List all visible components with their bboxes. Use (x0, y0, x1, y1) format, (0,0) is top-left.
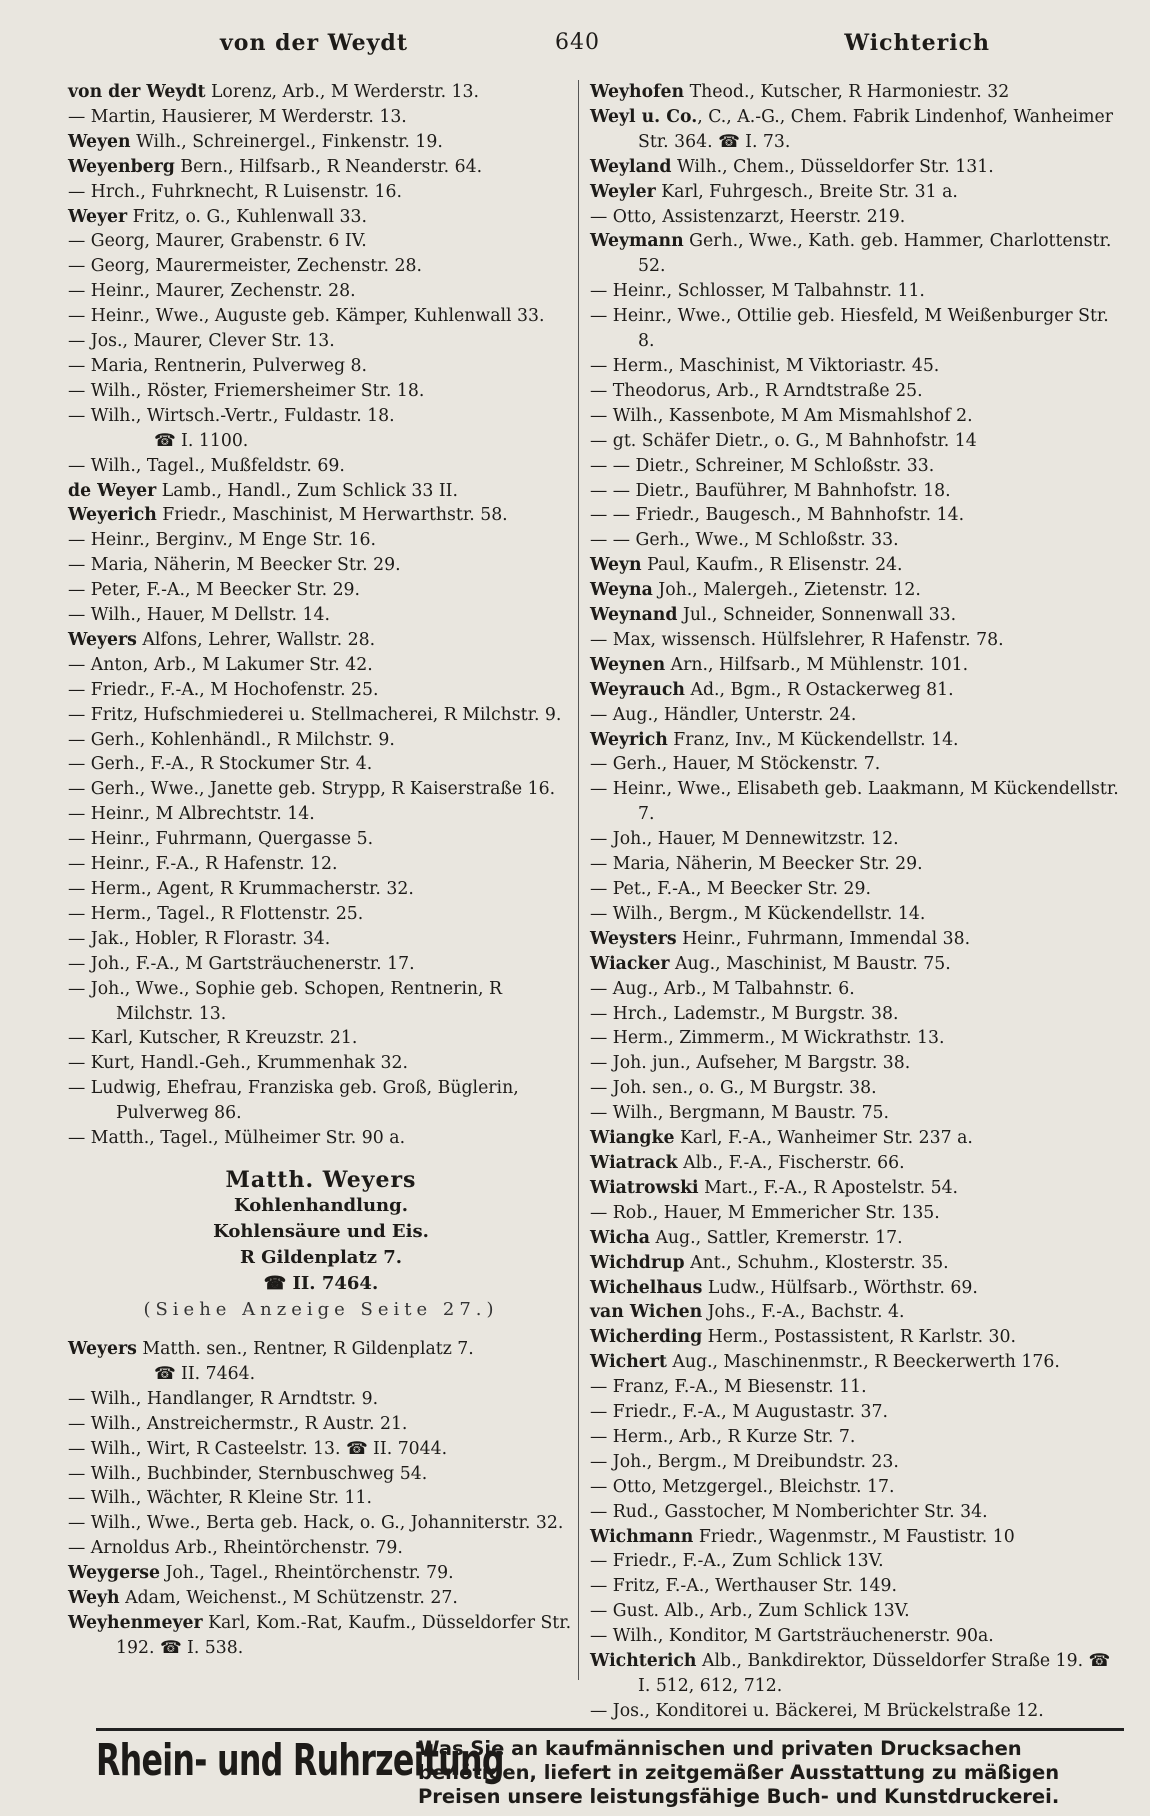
directory-entry (590, 1574, 1120, 1599)
directory-entry (590, 1450, 1120, 1475)
directory-entry (68, 1051, 574, 1076)
entry-details: Arn., Hilfsarb., M Mühlenstr. 101. (665, 654, 969, 675)
directory-entry (590, 902, 1120, 927)
entry-details: Franz, Inv., M Kückendellstr. 14. (667, 729, 959, 750)
entry-details: — — Gerh., Wwe., M Schloßstr. 33. (590, 530, 899, 551)
directory-entry (68, 977, 574, 1027)
directory-entry (590, 1325, 1120, 1350)
entry-details: — Heinr., Berginv., M Enge Str. 16. (68, 530, 376, 551)
entry-details: — Joh. sen., o. G., M Burgstr. 38. (590, 1078, 877, 1099)
entry-details: — Herm., Maschinist, M Viktoriastr. 45. (590, 355, 940, 376)
entry-surname: Wicherding (590, 1327, 703, 1348)
directory-entry (68, 1611, 574, 1661)
entry-surname: Wichelhaus (590, 1277, 703, 1298)
entry-details: — Joh. jun., Aufseher, M Bargstr. 38. (590, 1053, 911, 1074)
directory-entry (590, 1350, 1120, 1375)
directory-entry (590, 1599, 1120, 1624)
directory-entry (590, 1026, 1120, 1051)
left-entry-list-2 (68, 1337, 574, 1661)
directory-entry (68, 628, 574, 653)
entry-details: — Gerh., Hauer, M Stöckenstr. 7. (590, 754, 881, 775)
ad-line-1: Kohlenhandlung. (233, 1194, 408, 1216)
directory-entry (68, 503, 574, 528)
directory-entry (68, 304, 574, 329)
entry-details: Bern., Hilfsarb., R Neanderstr. 64. (174, 156, 483, 177)
entry-details: — gt. Schäfer Dietr., o. G., M Bahnhofstr. 14 (590, 430, 977, 451)
entry-surname: Weyl u. Co. (590, 106, 698, 127)
entry-details: — Gerh., Wwe., Janette geb. Strypp, R Kaiserstraße 16. (68, 779, 556, 800)
entry-details: Lamb., Handl., Zum Schlick 33 II. (156, 480, 458, 501)
directory-entry (68, 1586, 574, 1611)
entry-details: — Anton, Arb., M Lakumer Str. 42. (68, 654, 373, 675)
entry-details: — Wilh., Bergmann, M Baustr. 75. (590, 1103, 890, 1124)
directory-entry (68, 902, 574, 927)
entry-details: — Wilh., Hauer, M Dellstr. 14. (68, 605, 330, 626)
entry-details: — Ludwig, Ehefrau, Franziska geb. Groß, Büglerin, Pulverweg 86. (68, 1078, 519, 1124)
entry-details: Karl, Fuhrgesch., Breite Str. 31 a. (655, 181, 958, 202)
entry-surname: Weyrauch (590, 679, 685, 700)
entry-details: — Maria, Rentnerin, Pulverweg 8. (68, 355, 368, 376)
entry-details: — Karl, Kutscher, R Kreuzstr. 21. (68, 1028, 358, 1049)
directory-entry (590, 404, 1120, 429)
entry-details: — Aug., Händler, Unterstr. 24. (590, 704, 857, 725)
entry-details: — Georg, Maurer, Grabenstr. 6 IV. (68, 231, 367, 252)
directory-entry (590, 1151, 1120, 1176)
entry-details: — Peter, F.-A., M Beecker Str. 29. (68, 580, 361, 601)
directory-entry (68, 105, 574, 130)
directory-entry (68, 1536, 574, 1561)
page-header (90, 30, 1090, 66)
directory-entry (590, 603, 1120, 628)
directory-entry (590, 1251, 1120, 1276)
entry-details: — Arnoldus Arb., Rheintörchenstr. 79. (68, 1538, 403, 1559)
entry-surname: Weynen (590, 654, 666, 675)
entry-surname: Wichert (590, 1352, 667, 1373)
entry-details: Matth. sen., Rentner, R Gildenplatz 7. (136, 1338, 474, 1359)
ad-line-3: R Gildenplatz 7. (239, 1246, 403, 1268)
directory-entry (590, 553, 1120, 578)
entry-details: — Heinr., Schlosser, M Talbahnstr. 11. (590, 281, 925, 302)
directory-entry (590, 1649, 1120, 1699)
entry-details: — — Friedr., Baugesch., M Bahnhofstr. 14. (590, 505, 965, 526)
entry-surname: Weynand (590, 605, 678, 626)
directory-entry (68, 429, 574, 454)
directory-entry (590, 1549, 1120, 1574)
directory-entry (590, 304, 1120, 354)
entry-details: — Jos., Maurer, Clever Str. 13. (68, 331, 335, 352)
entry-surname: Wiatrack (590, 1152, 678, 1173)
ad-line-4: ☎ II. 7464. (263, 1272, 379, 1294)
directory-entry (68, 254, 574, 279)
directory-entry (590, 1176, 1120, 1201)
ad-line-2: Kohlensäure und Eis. (213, 1220, 429, 1242)
entry-surname: Weyers (68, 629, 137, 650)
directory-entry (68, 279, 574, 304)
directory-entry (68, 852, 574, 877)
entry-details: Karl, F.-A., Wanheimer Str. 237 a. (674, 1128, 973, 1149)
entry-details: — Hrch., Lademstr., M Burgstr. 38. (590, 1003, 899, 1024)
directory-entry (590, 678, 1120, 703)
directory-entry (68, 1026, 574, 1051)
page-number: 640 (555, 30, 600, 55)
right-entry-list (590, 80, 1120, 1724)
directory-entry (590, 703, 1120, 728)
entry-details: — Wilh., Tagel., Mußfeldstr. 69. (68, 455, 345, 476)
entry-surname: von der Weydt (68, 82, 206, 102)
entry-surname: Weyland (590, 156, 672, 177)
directory-entry (590, 80, 1120, 105)
entry-details: — Jos., Konditorei u. Bäckerei, M Brückelstraße 12. (590, 1700, 1044, 1721)
entry-surname: Weymann (590, 231, 684, 252)
directory-entry (590, 1126, 1120, 1151)
entry-surname: Wiangke (590, 1128, 675, 1149)
entry-details: Friedr., Maschinist, M Herwarthstr. 58. (156, 505, 508, 526)
entry-details: — Fritz, F.-A., Werthauser Str. 149. (590, 1576, 897, 1597)
directory-entry (590, 1425, 1120, 1450)
directory-entry (590, 105, 1120, 155)
directory-entry (590, 1076, 1120, 1101)
entry-details: Joh., Tagel., Rheintörchenstr. 79. (159, 1563, 454, 1584)
entry-details: — Franz, F.-A., M Biesenstr. 11. (590, 1377, 867, 1398)
entry-details: — Friedr., F.-A., M Augustastr. 37. (590, 1402, 889, 1423)
entry-surname: Weyenberg (68, 156, 175, 177)
directory-entry (590, 852, 1120, 877)
entry-details: — Herm., Agent, R Krummacherstr. 32. (68, 879, 414, 899)
ad-note: (Siehe Anzeige Seite 27.) (143, 1298, 499, 1320)
entry-surname: Weyen (68, 131, 131, 152)
directory-entry (68, 479, 574, 504)
entry-details: — Gerh., Kohlenhändl., R Milchstr. 9. (68, 729, 395, 750)
directory-entry (68, 827, 574, 852)
directory-entry (68, 952, 574, 977)
entry-details: Joh., Malergeh., Zietenstr. 12. (652, 580, 921, 601)
entry-details: Ludw., Hülfsarb., Wörthstr. 69. (702, 1277, 978, 1298)
directory-entry (68, 877, 574, 902)
directory-entry (590, 777, 1120, 827)
footer-brand: Rhein- und Ruhrzeitung (96, 1735, 504, 1786)
entry-details: — Wilh., Wwe., Berta geb. Hack, o. G., Johanniterstr. 32. (68, 1513, 564, 1534)
entry-details: — Pet., F.-A., M Beecker Str. 29. (590, 879, 871, 899)
entry-details: — Wilh., Konditor, M Gartsträuchenerstr. 90a. (590, 1626, 994, 1647)
entry-details: — — Dietr., Schreiner, M Schloßstr. 33. (590, 455, 935, 476)
directory-entry (68, 130, 574, 155)
entry-details: Ad., Bgm., R Ostackerweg 81. (685, 679, 954, 700)
directory-entry (68, 728, 574, 753)
entry-details: — Wilh., Röster, Friemersheimer Str. 18. (68, 380, 425, 401)
directory-entry (590, 1624, 1120, 1649)
entry-details: — Heinr., Wwe., Auguste geb. Kämper, Kuhlenwall 33. (68, 306, 545, 327)
directory-entry (68, 1126, 574, 1151)
entry-surname: Weyhofen (590, 82, 685, 102)
directory-entry (590, 354, 1120, 379)
entry-details: Aug., Sattler, Kremerstr. 17. (649, 1227, 903, 1248)
entry-details: Aug., Maschinist, M Baustr. 75. (669, 953, 951, 974)
entry-details: Fritz, o. G., Kuhlenwall 33. (127, 206, 368, 227)
header-right-term: Wichterich (844, 30, 990, 56)
directory-entry (590, 977, 1120, 1002)
directory-entry (68, 1561, 574, 1586)
directory-entry (68, 802, 574, 827)
directory-entry (68, 927, 574, 952)
directory-entry (590, 877, 1120, 902)
entry-details: , C., A.-G., Chem. Fabrik Lindenhof, Wanheimer Str. 364. ☎ I. 73. (638, 106, 1113, 152)
entry-details: — Wilh., Wirt, R Casteelstr. 13. ☎ II. 7044. (68, 1438, 448, 1459)
directory-entry (590, 279, 1120, 304)
entry-details: — Wilh., Bergm., M Kückendellstr. 14. (590, 903, 926, 924)
directory-entry (590, 429, 1120, 454)
directory-entry (68, 1362, 574, 1387)
directory-entry (68, 578, 574, 603)
entry-details: — Joh., Hauer, M Dennewitzstr. 12. (590, 829, 899, 850)
entry-details: — Gust. Alb., Arb., Zum Schlick 13V. (590, 1601, 910, 1622)
directory-entry (590, 827, 1120, 852)
directory-entry (68, 553, 574, 578)
directory-entry (68, 329, 574, 354)
directory-entry (68, 205, 574, 230)
entry-details: — Jak., Hobler, R Florastr. 34. (68, 928, 331, 949)
entry-details: Herm., Postassistent, R Karlstr. 30. (702, 1327, 1017, 1348)
directory-entry (68, 155, 574, 180)
entry-details: — Maria, Näherin, M Beecker Str. 29. (590, 854, 923, 875)
left-entry-list (68, 80, 574, 1151)
directory-entry (68, 1511, 574, 1536)
entry-details: — Kurt, Handl.-Geh., Krummenhak 32. (68, 1053, 409, 1074)
directory-entry (68, 1076, 574, 1126)
directory-entry (590, 1226, 1120, 1251)
entry-surname: van Wichen (590, 1302, 703, 1323)
entry-details: Alb., Bankdirektor, Düsseldorfer Straße 19. ☎ I. 512, 612, 712. (638, 1651, 1111, 1696)
entry-details: Karl, Kom.-Rat, Kaufm., Düsseldorfer Str. 192. ☎ I. 538. (116, 1612, 572, 1658)
entry-details: ☎ I. 1100. (154, 430, 249, 451)
entry-details: — Herm., Tagel., R Flottenstr. 25. (68, 903, 364, 924)
entry-surname: Weyrich (590, 729, 668, 750)
entry-details: Paul, Kaufm., R Elisenstr. 24. (641, 555, 903, 576)
entry-surname: Wiatrowski (590, 1177, 699, 1198)
entry-details: — Fritz, Hufschmiederei u. Stellmacherei, R Milchstr. 9. (68, 704, 562, 725)
directory-entry (590, 1475, 1120, 1500)
directory-entry (68, 180, 574, 205)
entry-details: — Georg, Maurermeister, Zechenstr. 28. (68, 256, 422, 277)
entry-details: — Herm., Zimmerm., M Wickrathstr. 13. (590, 1028, 945, 1049)
entry-details: — Wilh., Wirtsch.-Vertr., Fuldastr. 18. (68, 405, 395, 426)
directory-entry (590, 1375, 1120, 1400)
entry-details: Heinr., Fuhrmann, Immendal 38. (676, 928, 971, 949)
directory-entry (590, 503, 1120, 528)
ad-title: Matth. Weyers (225, 1166, 417, 1193)
footer-advertisement (96, 1728, 1124, 1813)
directory-entry (590, 653, 1120, 678)
left-column (68, 80, 574, 1661)
entry-surname: Wichterich (590, 1651, 697, 1672)
entry-surname: Weyer (68, 206, 128, 227)
entry-details: — Wilh., Handlanger, R Arndtstr. 9. (68, 1388, 379, 1409)
entry-surname: Wichdrup (590, 1252, 685, 1273)
entry-details: — Heinr., Maurer, Zechenstr. 28. (68, 281, 356, 302)
entry-details: Johs., F.-A., Bachstr. 4. (702, 1302, 905, 1323)
directory-entry (590, 927, 1120, 952)
entry-details: — Herm., Arb., R Kurze Str. 7. (590, 1426, 856, 1447)
entry-surname: Wichmann (590, 1526, 694, 1547)
entry-details: — Gerh., F.-A., R Stockumer Str. 4. (68, 754, 373, 775)
directory-entry (590, 528, 1120, 553)
entry-surname: Weyh (68, 1588, 120, 1609)
entry-surname: Weyna (590, 580, 653, 601)
entry-surname: Weyler (590, 181, 656, 202)
entry-surname: Wicha (590, 1227, 650, 1248)
directory-entry (68, 80, 574, 105)
directory-entry (68, 1437, 574, 1462)
entry-details: — Theodorus, Arb., R Arndtstraße 25. (590, 380, 923, 401)
entry-details: Jul., Schneider, Sonnenwall 33. (677, 605, 957, 626)
advertisement-weyers (68, 1167, 574, 1323)
entry-details: — Otto, Metzgergel., Bleichstr. 17. (590, 1476, 895, 1497)
entry-surname: Weygerse (68, 1563, 160, 1584)
entry-details: Aug., Maschinenmstr., R Beeckerwerth 176. (666, 1352, 1060, 1373)
directory-entry (68, 777, 574, 802)
directory-entry (590, 1500, 1120, 1525)
directory-entry (590, 180, 1120, 205)
entry-details: — Friedr., F.-A., Zum Schlick 13V. (590, 1551, 884, 1572)
footer-text: Was Sie an kaufmännischen und privaten Drucksachen benötigen, liefert in zeitgemäßer Ausstattung zu mäßigen Preisen unsere leistungsfähige Buch- und Kunstdruckerei. (418, 1737, 1060, 1808)
entry-surname: Weyn (590, 555, 642, 576)
directory-entry (590, 1201, 1120, 1226)
directory-entry (68, 354, 574, 379)
entry-details: Theod., Kutscher, R Harmoniestr. 32 (684, 82, 1010, 102)
entry-details: — Max, wissensch. Hülfslehrer, R Hafenstr. 78. (590, 629, 1004, 650)
directory-entry (590, 1276, 1120, 1301)
column-divider (578, 80, 579, 1680)
directory-entry (68, 1412, 574, 1437)
directory-entry (68, 678, 574, 703)
entry-details: Wilh., Schreinergel., Finkenstr. 19. (130, 131, 443, 152)
entry-details: — Wilh., Buchbinder, Sternbuschweg 54. (68, 1463, 428, 1484)
entry-details: — Matth., Tagel., Mülheimer Str. 90 a. (68, 1128, 406, 1149)
directory-entry (590, 1002, 1120, 1027)
directory-entry (68, 752, 574, 777)
entry-details: Friedr., Wagenmstr., M Faustistr. 10 (693, 1526, 1015, 1547)
entry-details: — Aug., Arb., M Talbahnstr. 6. (590, 978, 855, 999)
right-column (590, 80, 1120, 1724)
entry-details: — Heinr., Fuhrmann, Quergasse 5. (68, 829, 374, 850)
directory-entry (68, 703, 574, 728)
directory-entry (590, 454, 1120, 479)
entry-details: — Joh., Wwe., Sophie geb. Schopen, Rentnerin, R Milchstr. 13. (68, 978, 503, 1024)
entry-details: Alfons, Lehrer, Wallstr. 28. (136, 629, 376, 650)
entry-surname: Weyers (68, 1338, 137, 1359)
directory-entry (590, 155, 1120, 180)
directory-entry (590, 1051, 1120, 1076)
directory-entry (68, 1387, 574, 1412)
entry-details: Alb., F.-A., Fischerstr. 66. (677, 1152, 905, 1173)
entry-details: — — Dietr., Bauführer, M Bahnhofstr. 18. (590, 480, 951, 501)
entry-details: — Hrch., Fuhrknecht, R Luisenstr. 16. (68, 181, 402, 202)
directory-entry (68, 1337, 574, 1362)
directory-entry (68, 653, 574, 678)
entry-details: — Heinr., Wwe., Ottilie geb. Hiesfeld, M Weißenburger Str. 8. (590, 306, 1109, 352)
directory-entry (590, 229, 1120, 279)
directory-entry (68, 1486, 574, 1511)
directory-entry (590, 628, 1120, 653)
entry-details: Adam, Weichenst., M Schützenstr. 27. (119, 1588, 458, 1609)
entry-details: Mart., F.-A., R Apostelstr. 54. (698, 1177, 959, 1198)
directory-entry (68, 229, 574, 254)
entry-surname: Weysters (590, 928, 677, 949)
entry-details: — Rob., Hauer, M Emmericher Str. 135. (590, 1202, 940, 1223)
directory-entry (68, 528, 574, 553)
entry-surname: de Weyer (68, 480, 157, 501)
entry-details: — Joh., F.-A., M Gartsträuchenerstr. 17. (68, 953, 415, 974)
entry-details: ☎ II. 7464. (154, 1363, 256, 1384)
directory-entry (68, 454, 574, 479)
entry-details: — Otto, Assistenzarzt, Heerstr. 219. (590, 206, 906, 227)
directory-entry (68, 603, 574, 628)
entry-details: — Wilh., Kassenbote, M Am Mismahlshof 2. (590, 405, 973, 426)
directory-entry (590, 1699, 1120, 1724)
entry-details: — Friedr., F.-A., M Hochofenstr. 25. (68, 679, 379, 700)
entry-details: Ant., Schuhm., Klosterstr. 35. (684, 1252, 949, 1273)
directory-entry (68, 1462, 574, 1487)
entry-details: — Wilh., Wächter, R Kleine Str. 11. (68, 1488, 372, 1509)
entry-details: Gerh., Wwe., Kath. geb. Hammer, Charlottenstr. 52. (638, 231, 1112, 277)
entry-surname: Weyhenmeyer (68, 1612, 203, 1633)
entry-details: — Martin, Hausierer, M Werderstr. 13. (68, 106, 407, 127)
entry-details: — Joh., Bergm., M Dreibundstr. 23. (590, 1451, 899, 1472)
entry-surname: Weyerich (68, 505, 157, 526)
entry-details: — Heinr., Wwe., Elisabeth geb. Laakmann, M Kückendellstr. 7. (590, 779, 1119, 825)
directory-entry (590, 952, 1120, 977)
entry-details: — Rud., Gasstocher, M Nomberichter Str. 34. (590, 1501, 988, 1522)
entry-details: — Heinr., M Albrechtstr. 14. (68, 804, 315, 825)
entry-details: Lorenz, Arb., M Werderstr. 13. (205, 82, 480, 102)
entry-details: Wilh., Chem., Düsseldorfer Str. 131. (671, 156, 994, 177)
header-left-term: von der Weydt (220, 30, 408, 56)
entry-surname: Wiacker (590, 953, 670, 974)
directory-entry (590, 752, 1120, 777)
directory-entry (590, 728, 1120, 753)
directory-entry (590, 379, 1120, 404)
directory-entry (590, 1400, 1120, 1425)
directory-entry (590, 205, 1120, 230)
entry-details: — Heinr., F.-A., R Hafenstr. 12. (68, 854, 338, 875)
directory-entry (590, 1525, 1120, 1550)
directory-entry (68, 379, 574, 404)
directory-entry (590, 1101, 1120, 1126)
entry-details: — Maria, Näherin, M Beecker Str. 29. (68, 555, 401, 576)
directory-entry (590, 479, 1120, 504)
directory-entry (68, 404, 574, 429)
entry-details: — Wilh., Anstreichermstr., R Austr. 21. (68, 1413, 408, 1434)
directory-entry (590, 1300, 1120, 1325)
directory-entry (590, 578, 1120, 603)
